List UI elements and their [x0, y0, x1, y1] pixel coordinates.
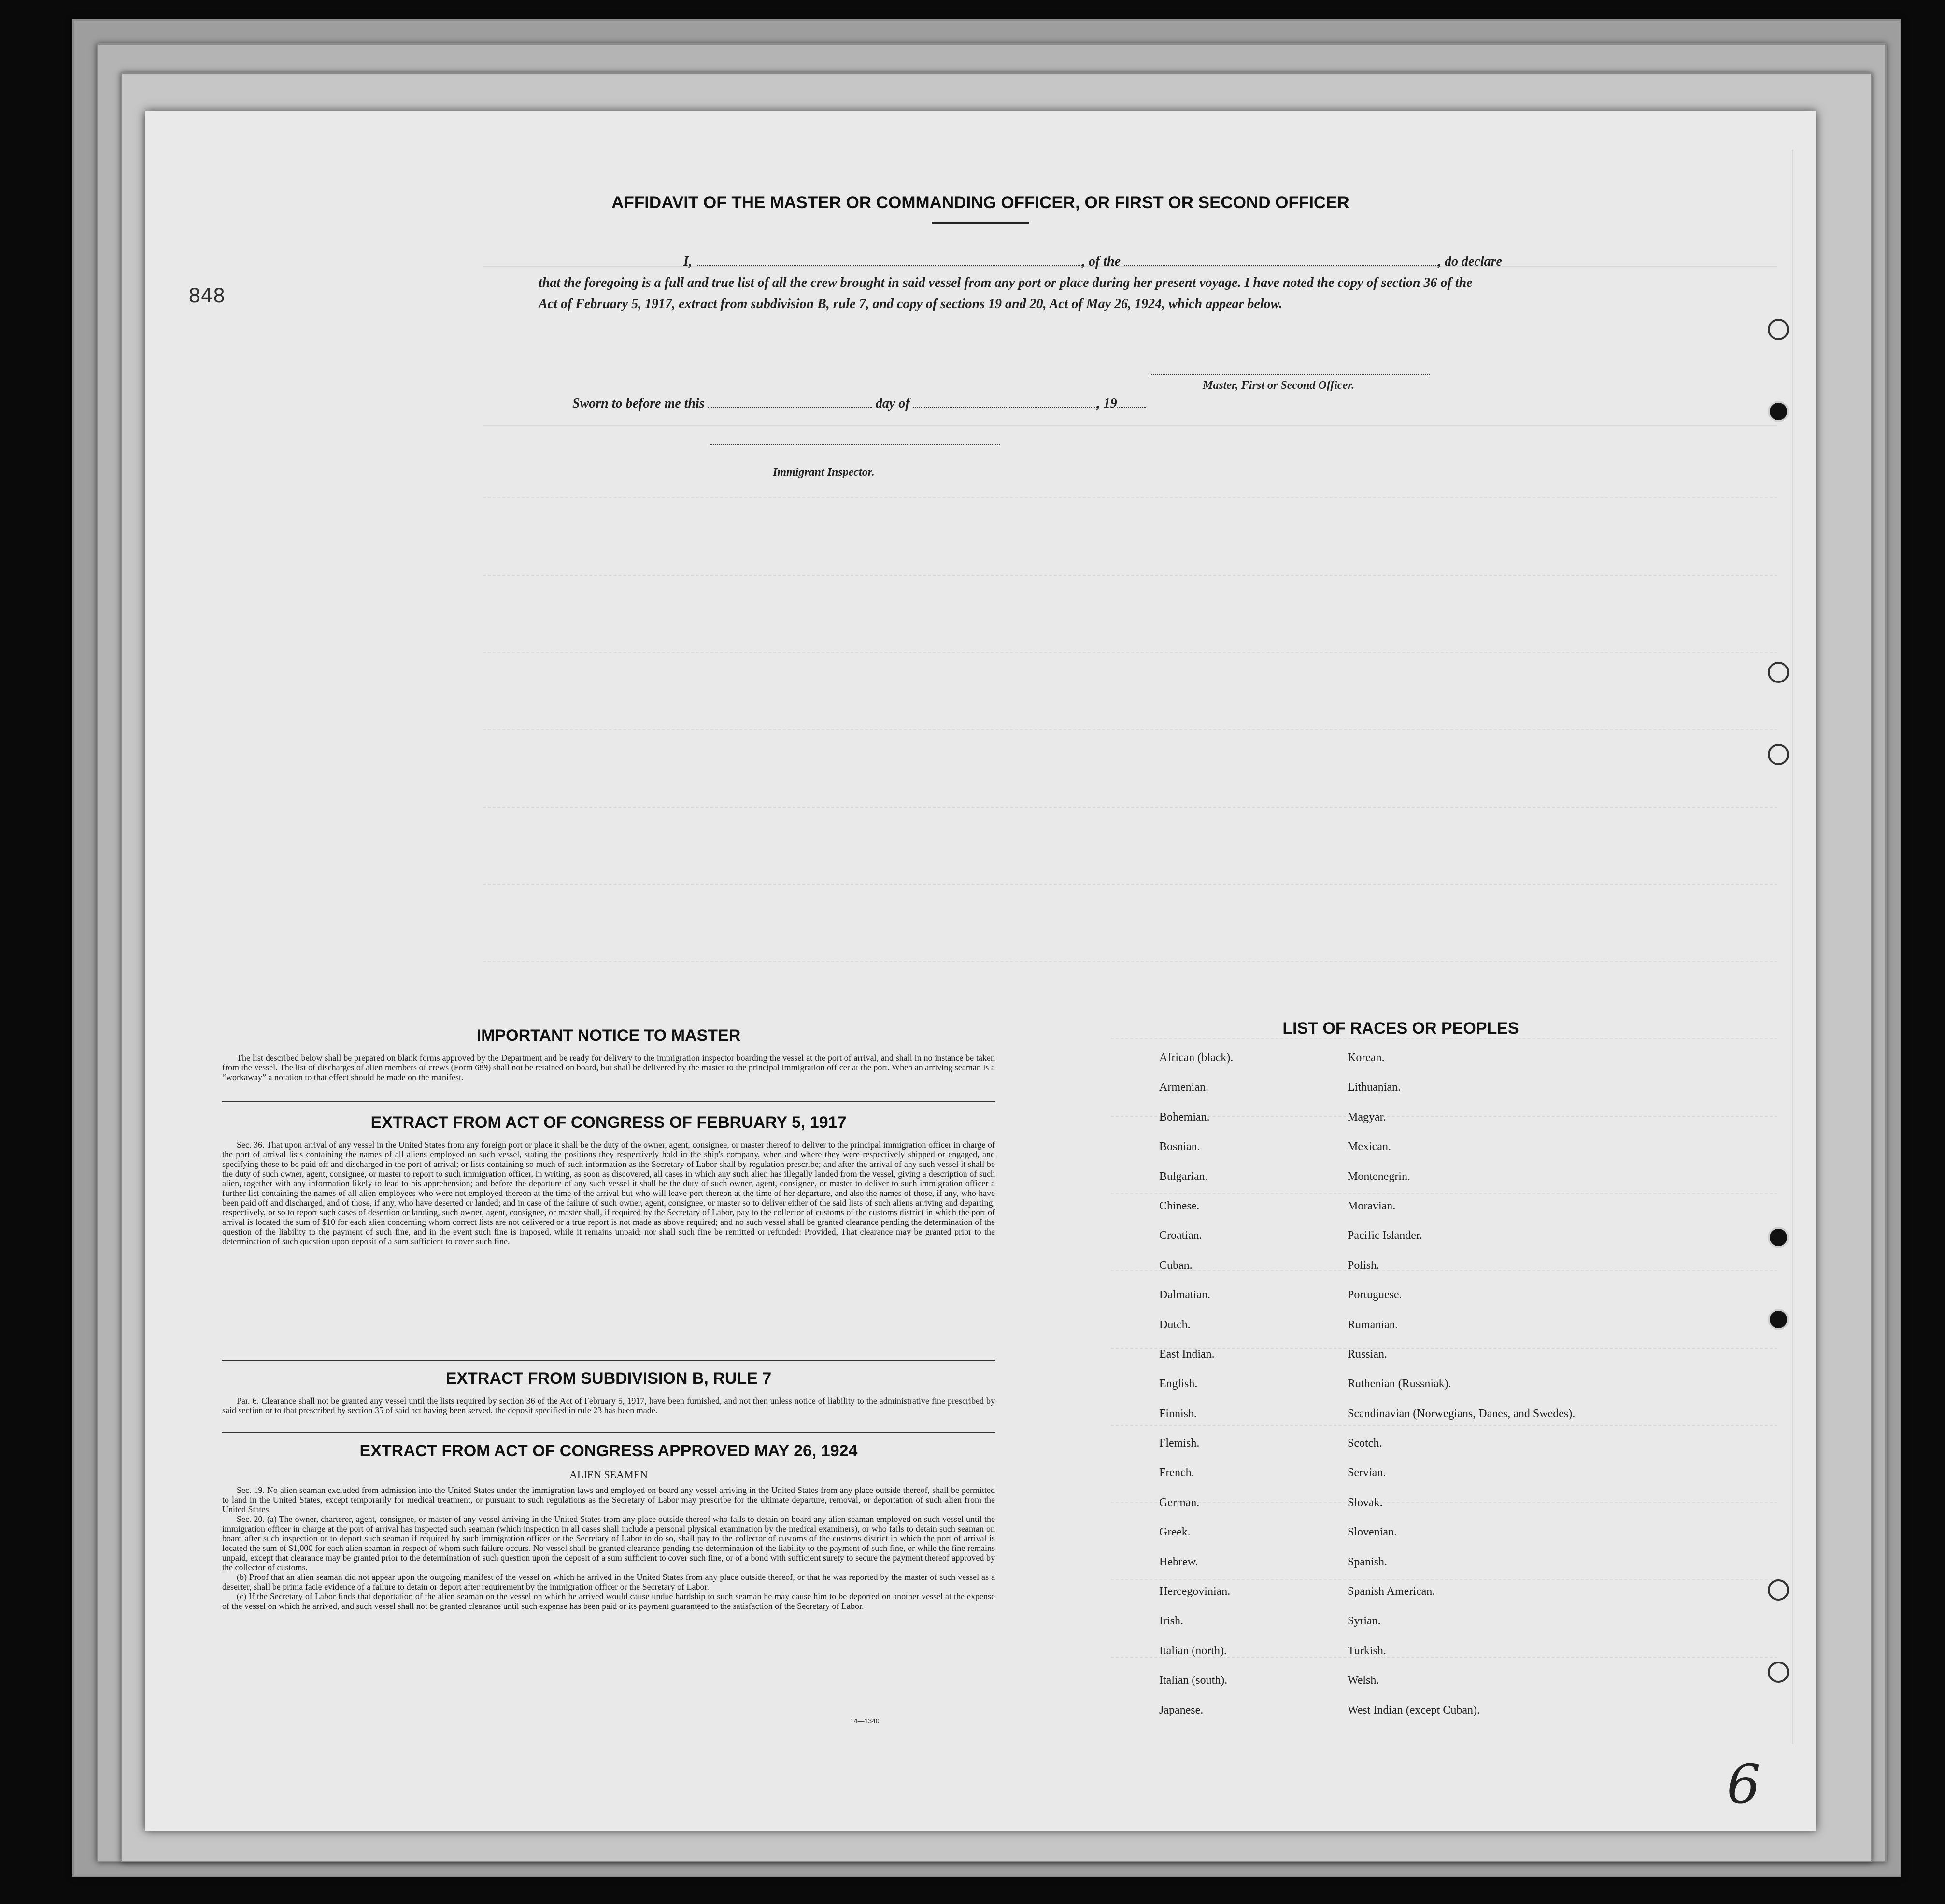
- inspector-label: Immigrant Inspector.: [773, 466, 875, 479]
- form-number: 14—1340: [850, 1717, 880, 1725]
- race-item: Magyar.: [1348, 1110, 1386, 1123]
- ghost-row: [1111, 1038, 1777, 1039]
- master-signature-label: Master, First or Second Officer.: [1203, 379, 1355, 392]
- extract-rule7-title: EXTRACT FROM SUBDIVISION B, RULE 7: [445, 1369, 772, 1388]
- sec-20a-paragraph: Sec. 20. (a) The owner, charterer, agent, consignee, or master of any vessel arriving in the United States from any place outside thereof who fails to detain on board any alien seaman employed on such vessel until the immigration officer in charge at the port of arrival has inspected such seaman (which inspection in all cases shall include a personal physical examination by the medical examiners), or who fails to detain such seaman on board after such inspection or to deport such seaman if required by such immigration officer or the Secretary of Labor to do so, shall pay to the collector of customs of the customs district in which the port of arrival is located the sum of $1,000 for each alien seaman in respect of whom such failure occurs. No vessel shall be granted clearance pending the determination of the liability to the payment of such fine, or while the fine remains unpaid, except that clearance may be granted prior to the determination of such question upon the deposit of a sum sufficient to cover such fine, or of a bond with sufficient surety to secure the payment thereof approved by the collector of customs.: [222, 1514, 995, 1572]
- extract-rule7-paragraph: Par. 6. Clearance shall not be granted any vessel until the lists required by section 36 of the Act of February 5, 1917, have been furnished, and not then unless notice of liability to the administrative fine prescribed by said section or to that prescribed by section 35 of said act having been served, the deposit specified in rule 23 has been made.: [222, 1396, 995, 1415]
- race-item: Bohemian.: [1159, 1110, 1210, 1123]
- race-item: East Indian.: [1159, 1348, 1215, 1361]
- race-item: Greek.: [1159, 1526, 1191, 1539]
- race-item: Hercegovinian.: [1159, 1585, 1231, 1598]
- race-item: African (black).: [1159, 1051, 1234, 1064]
- race-item: Montenegrin.: [1348, 1170, 1410, 1183]
- inspector-signature-line[interactable]: [710, 444, 1000, 445]
- race-item: English.: [1159, 1378, 1198, 1391]
- ghost-grid-line: [1792, 150, 1793, 1744]
- race-item: Scotch.: [1348, 1437, 1382, 1450]
- extract-1924-title: EXTRACT FROM ACT OF CONGRESS APPROVED MAY 26, 1924: [359, 1442, 858, 1460]
- race-item: Slovenian.: [1348, 1526, 1397, 1539]
- handwritten-page-number: 6: [1727, 1753, 1760, 1815]
- day-of-label: day of: [875, 396, 910, 411]
- races-title: LIST OF RACES OR PEOPLES: [1282, 1019, 1519, 1037]
- master-signature-line[interactable]: [1150, 374, 1430, 375]
- races-left-column: [1159, 1051, 1362, 1733]
- race-item: Dutch.: [1159, 1318, 1191, 1331]
- ghost-row: [483, 884, 1777, 885]
- race-item: Russian.: [1348, 1348, 1388, 1361]
- vessel-field[interactable]: [1124, 254, 1438, 266]
- sec-19-paragraph: Sec. 19. No alien seaman excluded from admission into the United States under the immigration laws and employed on board any vessel arriving in the United States from any place outside thereof, shall be permitted to land in the United States, except temporarily for medical treatment, or pursuant to such regulations as the Secretary of Labor may prescribe for the ultimate departure, removal, or deportation of such alien from the United States.: [222, 1485, 995, 1514]
- race-item: Croatian.: [1159, 1229, 1202, 1242]
- extract-1924-text: [222, 1485, 995, 1611]
- binder-hole: [1768, 1662, 1789, 1683]
- ghost-row: [483, 652, 1777, 653]
- race-item: Ruthenian (Russniak).: [1348, 1378, 1451, 1391]
- race-item: West Indian (except Cuban).: [1348, 1704, 1480, 1717]
- race-item: Lithuanian.: [1348, 1081, 1401, 1094]
- affidavit-page: [145, 111, 1816, 1831]
- race-item: Bosnian.: [1159, 1140, 1200, 1153]
- race-item: Welsh.: [1348, 1674, 1379, 1687]
- race-item: Slovak.: [1348, 1496, 1383, 1509]
- sworn-day-field[interactable]: [708, 396, 872, 408]
- sec-20c-paragraph: (c) If the Secretary of Labor finds that deportation of the alien seaman on the vessel on which he arrived would cause undue hardship to such seaman he may cause him to be deported on another vessel at the expense of the vessel on which he arrived, and such vessel shall not be granted clearance until such expense has been paid or its payment guaranteed to the satisfaction of the Secretary of Labor.: [222, 1591, 995, 1611]
- binder-hole: [1768, 662, 1789, 683]
- sworn-month-field[interactable]: [913, 396, 1097, 408]
- races-right-column: [1348, 1051, 1618, 1733]
- race-item: Syrian.: [1348, 1615, 1381, 1628]
- race-item: Cuban.: [1159, 1259, 1193, 1272]
- race-item: Hebrew.: [1159, 1555, 1198, 1568]
- race-item: Portuguese.: [1348, 1289, 1402, 1302]
- sec-20b-paragraph: (b) Proof that an alien seaman did not appear upon the outgoing manifest of the vessel on which he arrived in the United States from any place outside thereof, or that he was reported by the master of such vessel as a deserter, shall be prima facie evidence of a failure to detain or deport after requirement by the immigration officer or the Secretary of Labor.: [222, 1572, 995, 1591]
- affidavit-title: AFFIDAVIT OF THE MASTER OR COMMANDING OFFICER, OR FIRST OR SECOND OFFICER: [611, 193, 1349, 212]
- race-item: Rumanian.: [1348, 1318, 1398, 1331]
- declare-label: , do declare: [1438, 254, 1502, 269]
- affidavit-declaration: [539, 251, 1502, 315]
- margin-number: 848: [188, 285, 226, 307]
- race-item: Servian.: [1348, 1466, 1386, 1479]
- section-divider: [222, 1101, 995, 1102]
- declaration-body: that the foregoing is a full and true list of all the crew brought in said vessel from any port or place during her present voyage. I have noted the copy of section 36 of the Act of February 5, 1917, extract from subdivision B, rule 7, and copy of sections 19 and 20, Act of May 26, 1924, which appear below.: [539, 275, 1473, 312]
- race-item: Korean.: [1348, 1051, 1385, 1064]
- notice-title: IMPORTANT NOTICE TO MASTER: [476, 1026, 741, 1045]
- race-item: Finnish.: [1159, 1407, 1197, 1420]
- sworn-label: Sworn to before me this: [572, 396, 705, 411]
- race-item: Scandinavian (Norwegians, Danes, and Swedes).: [1348, 1407, 1576, 1420]
- ghost-row: [483, 575, 1777, 576]
- sworn-year-field[interactable]: [1117, 396, 1146, 408]
- ghost-row: [483, 497, 1777, 498]
- name-field[interactable]: [696, 254, 1082, 266]
- race-item: Armenian.: [1159, 1081, 1208, 1094]
- race-item: Irish.: [1159, 1615, 1183, 1628]
- race-item: Dalmatian.: [1159, 1289, 1210, 1302]
- binder-hole: [1768, 1309, 1789, 1330]
- race-item: Spanish American.: [1348, 1585, 1435, 1598]
- race-item: French.: [1159, 1466, 1194, 1479]
- extract-rule7-text: [222, 1396, 995, 1415]
- extract-1917-paragraph: Sec. 36. That upon arrival of any vessel in the United States from any foreign port or place it shall be the duty of the owner, agent, consignee, or master thereof to deliver to the principal immigration officer in charge of the port of arrival lists containing the names of all aliens employed on such vessel, stating the positions they respectively hold in the ship's company, when and where they were respectively shipped or engaged, and specifying those to be paid off and discharged in the port of arrival; or lists containing so much of such information as the Secretary of Labor shall by regulation prescribe; and after the arrival of any such vessel it shall be the duty of such owner, agent, consignee, or master to report to such immigration officer, in writing, as soon as discovered, all cases in which any such alien has illegally landed from the vessel, giving a description of such alien, together with any information likely to lead to his apprehension; and before the departure of any such vessel it shall be the duty of such owner, agent, consignee, or master to deliver to such immigration officer a further list containing the names of all alien employees who were not employed thereon at the time of the arrival but who will leave port thereon at the time of her departure, and also the names of those, if any, who have been paid off and discharged, and of those, if any, who have deserted or landed; and in case of the failure of such owner, agent, consignee, or master so to deliver either of the said lists of such aliens arriving and departing, respectively, or so to report such cases of desertion or landing, such owner, agent, consignee, or master shall, if required by the Secretary of Labor, pay to the collector of customs of the customs district in which the port of arrival is located the sum of $10 for each alien concerning whom correct lists are not delivered or a true report is not made as above required; and no such vessel shall be granted clearance pending the determination of the question of the liability to the payment of such fine, and in the event such fine is imposed, while it remains unpaid; nor shall such fine be remitted or refunded: Provided, That clearance may be granted prior to the determination of such question upon deposit of a sum sufficient to cover such fine.: [222, 1140, 995, 1246]
- i-label: I,: [683, 254, 692, 269]
- binder-hole: [1768, 1227, 1789, 1248]
- title-rule: [932, 222, 1029, 224]
- race-item: Italian (south).: [1159, 1674, 1228, 1687]
- ghost-row: [483, 961, 1777, 962]
- of-the-label: , of the: [1081, 254, 1121, 269]
- alien-seamen-subtitle: ALIEN SEAMEN: [569, 1468, 648, 1480]
- sworn-line: [572, 396, 1146, 412]
- ghost-row: [483, 807, 1777, 808]
- race-item: Bulgarian.: [1159, 1170, 1208, 1183]
- race-item: German.: [1159, 1496, 1200, 1509]
- binder-hole: [1768, 319, 1789, 340]
- ghost-row: [483, 729, 1777, 730]
- race-item: Mexican.: [1348, 1140, 1391, 1153]
- section-divider: [222, 1360, 995, 1361]
- race-item: Japanese.: [1159, 1704, 1204, 1717]
- binder-hole: [1768, 744, 1789, 765]
- race-item: Italian (north).: [1159, 1644, 1227, 1657]
- declaration-line: [539, 251, 1502, 272]
- race-item: Flemish.: [1159, 1437, 1200, 1450]
- race-item: Chinese.: [1159, 1199, 1200, 1212]
- race-item: Polish.: [1348, 1259, 1380, 1272]
- race-item: Moravian.: [1348, 1199, 1396, 1212]
- ghost-grid-line: [483, 425, 1777, 426]
- notice-text: [222, 1053, 995, 1082]
- race-item: Turkish.: [1348, 1644, 1386, 1657]
- race-item: Pacific Islander.: [1348, 1229, 1422, 1242]
- binder-hole: [1768, 401, 1789, 422]
- race-item: Spanish.: [1348, 1555, 1388, 1568]
- extract-1917-text: [222, 1140, 995, 1246]
- binder-hole: [1768, 1579, 1789, 1601]
- notice-paragraph: The list described below shall be prepared on blank forms approved by the Department and be ready for delivery to the immigration inspector boarding the vessel at the port of arrival, and shall in no instance be taken from the vessel. The list of discharges of alien members of crews (Form 689) shall not be retained on board, but shall be delivered by the master to the principal immigration officer at the port. When an arriving seaman is a “workaway” a notation to that effect should be made on the manifest.: [222, 1053, 995, 1082]
- year-label: , 19: [1096, 396, 1117, 411]
- extract-1917-title: EXTRACT FROM ACT OF CONGRESS OF FEBRUARY 5, 1917: [370, 1113, 847, 1132]
- section-divider: [222, 1432, 995, 1433]
